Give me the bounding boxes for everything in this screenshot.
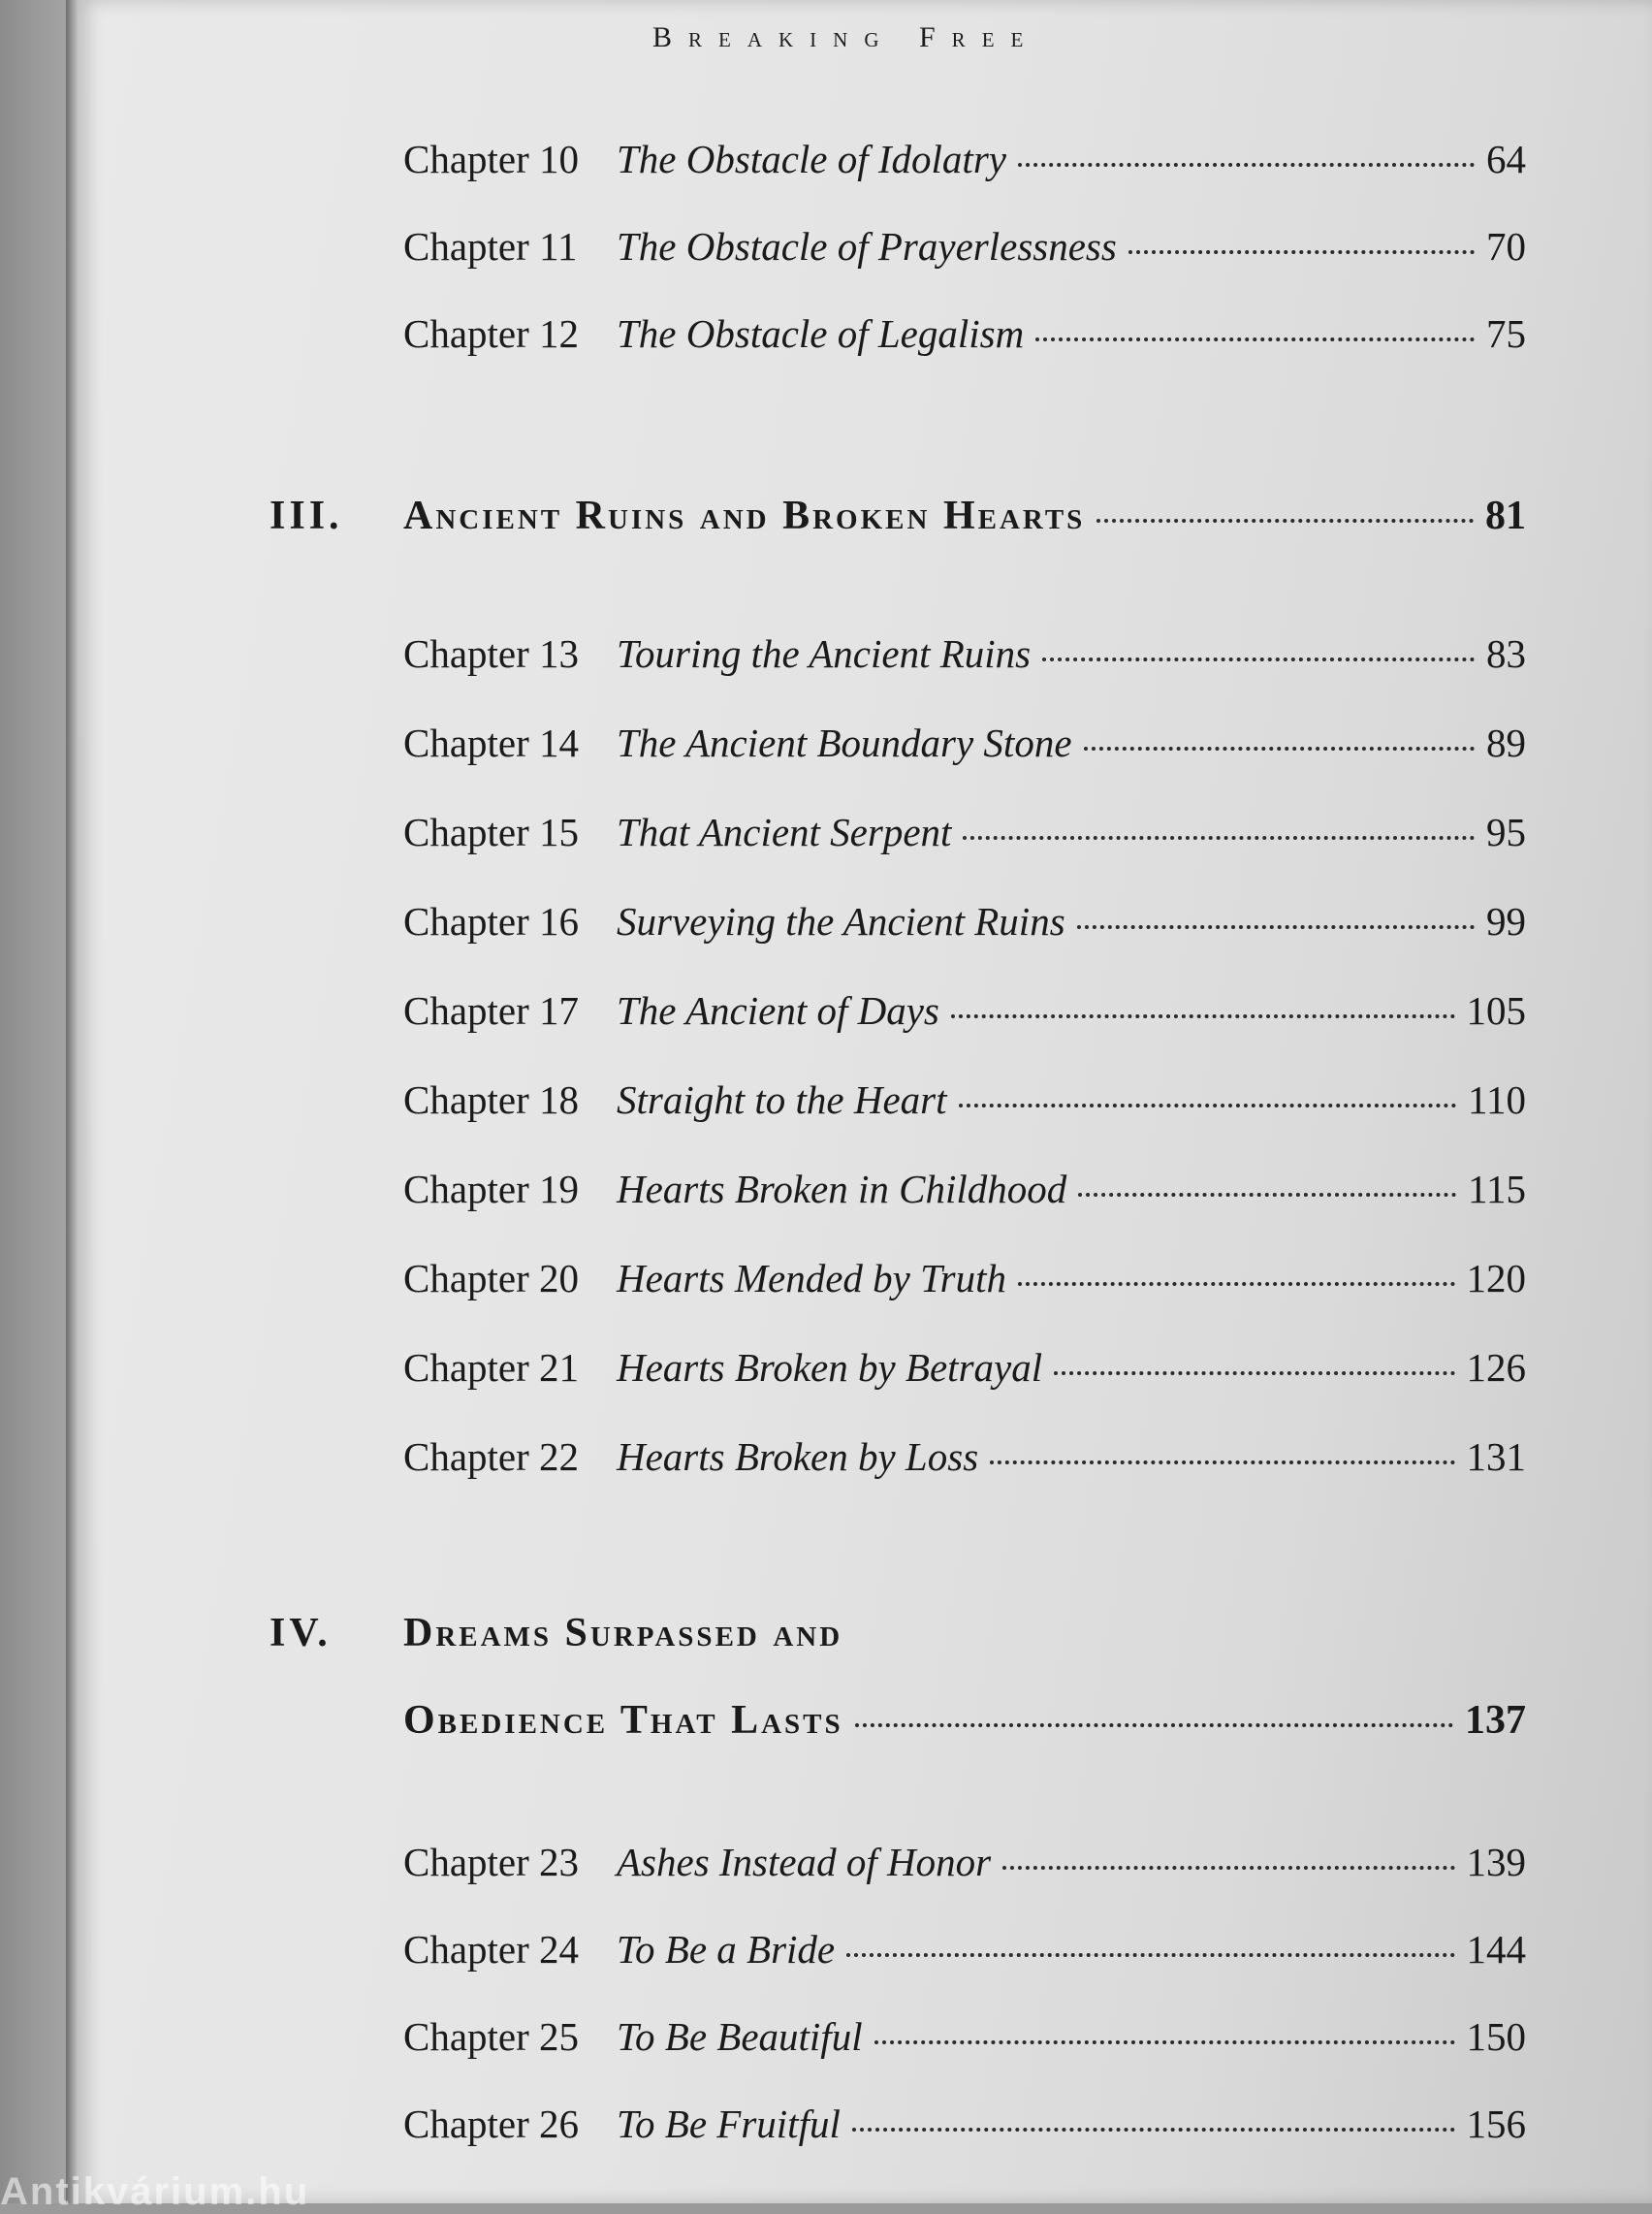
dot-leader (855, 1723, 1453, 1727)
toc-entry-chapter-13 (403, 630, 1526, 689)
dot-leader (990, 1460, 1454, 1464)
page-number: 89 (1486, 721, 1526, 765)
toc-entry-chapter-20 (403, 1255, 1526, 1313)
toc-entry-chapter-11 (403, 223, 1526, 281)
toc-entry-chapter-19 (403, 1166, 1526, 1224)
toc-entry-chapter-25 (403, 2013, 1526, 2071)
part-title: Ancient Ruins and Broken Hearts (403, 494, 1086, 538)
chapter-title: Straight to the Heart (617, 1077, 947, 1122)
toc-entry-chapter-26 (403, 2101, 1526, 2159)
chapter-label: Chapter 19 (403, 1167, 580, 1211)
page-number: 137 (1465, 1698, 1526, 1743)
toc-entry-chapter-17 (403, 987, 1526, 1045)
toc-entry-chapter-15 (403, 809, 1526, 867)
chapter-title: Hearts Broken by Loss (617, 1434, 979, 1479)
chapter-title: That Ancient Serpent (617, 810, 952, 854)
toc-entry-chapter-21 (403, 1344, 1526, 1402)
toc-entry-chapter-22 (403, 1433, 1526, 1492)
chapter-label: Chapter 24 (403, 1927, 580, 1972)
chapter-label: Chapter 10 (403, 137, 580, 181)
chapter-title: Surveying the Ancient Ruins (617, 899, 1065, 944)
page-number: 75 (1486, 311, 1526, 356)
toc-entry-chapter-24 (403, 1926, 1526, 1984)
page-number: 131 (1466, 1434, 1526, 1479)
part-numeral: IV. (270, 1611, 332, 1655)
chapter-label: Chapter 18 (403, 1077, 580, 1122)
dot-leader (1096, 519, 1474, 523)
dot-leader (1084, 747, 1475, 751)
dot-leader (1078, 1193, 1456, 1197)
page-number: 99 (1486, 899, 1526, 944)
page-number: 83 (1486, 631, 1526, 676)
dot-leader (1128, 250, 1475, 254)
toc-entry-chapter-18 (403, 1076, 1526, 1135)
chapter-label: Chapter 26 (403, 2102, 580, 2146)
dot-leader (959, 1104, 1457, 1107)
toc-entry-chapter-14 (403, 720, 1526, 778)
chapter-title: Hearts Mended by Truth (617, 1256, 1006, 1300)
dot-leader (852, 2128, 1455, 2132)
chapter-title: Ashes Instead of Honor (617, 1840, 992, 1884)
toc-entry-chapter-23 (403, 1839, 1526, 1897)
chapter-title: Touring the Ancient Ruins (617, 631, 1032, 676)
part-title-line-2: Obedience That Lasts (403, 1698, 843, 1743)
page-number: 144 (1466, 1927, 1526, 1972)
chapter-title: The Obstacle of Legalism (617, 311, 1025, 356)
page-number: 115 (1468, 1167, 1526, 1211)
page-number: 150 (1466, 2014, 1526, 2059)
toc-entry-chapter-16 (403, 898, 1526, 956)
dot-leader (846, 1953, 1454, 1957)
chapter-label: Chapter 25 (403, 2014, 580, 2059)
chapter-label: Chapter 17 (403, 988, 580, 1033)
watermark: Antikvárium.hu (0, 2170, 310, 2213)
dot-leader (1018, 163, 1475, 167)
chapter-title: To Be Fruitful (617, 2102, 841, 2146)
chapter-title: Hearts Broken by Betrayal (617, 1345, 1043, 1390)
chapter-label: Chapter 16 (403, 899, 580, 944)
page-number: 126 (1466, 1345, 1526, 1390)
chapter-title: Hearts Broken in Childhood (617, 1167, 1067, 1211)
chapter-label: Chapter 23 (403, 1840, 580, 1884)
running-head: Breaking Free (652, 21, 1040, 53)
part-numeral: III. (270, 494, 343, 538)
toc-part-iv (270, 1610, 1526, 1668)
toc-part-iii (270, 493, 1526, 551)
dot-leader (1018, 1282, 1455, 1286)
page-number: 156 (1466, 2102, 1526, 2146)
chapter-label: Chapter 15 (403, 810, 580, 854)
dot-leader (874, 2040, 1455, 2044)
page-number: 110 (1468, 1077, 1526, 1122)
page-number: 81 (1485, 494, 1526, 538)
page-number: 120 (1466, 1256, 1526, 1300)
dot-leader (951, 1014, 1455, 1018)
chapter-label: Chapter 11 (403, 224, 578, 269)
toc-entry-chapter-12 (403, 310, 1526, 369)
chapter-title: The Ancient Boundary Stone (617, 721, 1072, 765)
chapter-label: Chapter 14 (403, 721, 580, 765)
page-number: 70 (1486, 224, 1526, 269)
dot-leader (1042, 658, 1475, 661)
chapter-title: To Be a Bride (617, 1927, 836, 1972)
part-title-line-1: Dreams Surpassed and (403, 1611, 843, 1655)
chapter-label: Chapter 21 (403, 1345, 580, 1390)
dot-leader (963, 836, 1475, 840)
dot-leader (1002, 1866, 1454, 1870)
chapter-title: The Ancient of Days (617, 988, 939, 1033)
dot-leader (1077, 925, 1475, 929)
page-number: 105 (1466, 988, 1526, 1033)
page-number: 64 (1486, 137, 1526, 181)
chapter-label: Chapter 12 (403, 311, 580, 356)
chapter-title: To Be Beautiful (617, 2014, 863, 2059)
page-number: 139 (1466, 1840, 1526, 1884)
toc-entry-chapter-10 (403, 136, 1526, 194)
chapter-title: The Obstacle of Prayerlessness (617, 224, 1117, 269)
chapter-label: Chapter 13 (403, 631, 580, 676)
page-number: 95 (1486, 810, 1526, 854)
dot-leader (1035, 337, 1475, 341)
chapter-label: Chapter 22 (403, 1434, 580, 1479)
dot-leader (1054, 1371, 1454, 1375)
chapter-title: The Obstacle of Idolatry (617, 137, 1006, 181)
chapter-label: Chapter 20 (403, 1256, 580, 1300)
toc-part-iv-line-2 (403, 1697, 1526, 1755)
